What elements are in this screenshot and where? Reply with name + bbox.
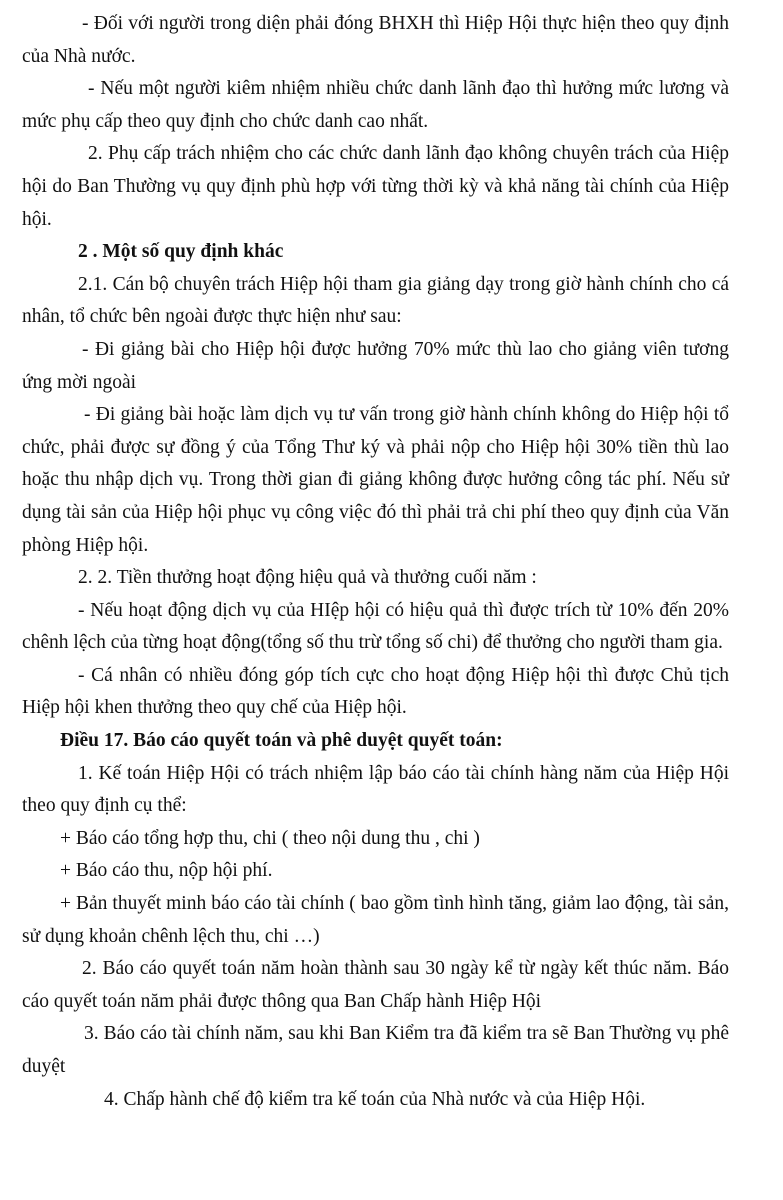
- paragraph: 2. Báo cáo quyết toán năm hoàn thành sau 30 ngày kể từ ngày kết thúc năm. Báo cáo quyết toán năm phải được thông qua Ban Chấp hành Hiệp Hội: [22, 958, 729, 1012]
- paragraph: - Nếu hoạt động dịch vụ của HIệp hội có hiệu quả thì được trích từ 10% đến 20% chênh lệch của từng hoạt động(tổng số thu trừ tổng số chi) để thưởng cho người tham gia.: [22, 599, 729, 654]
- list-item: + Bản thuyết minh báo cáo tài chính ( bao gồm tình hình tăng, giảm lao động, tài sản, sử dụng khoản chênh lệch thu, chi …): [22, 893, 729, 947]
- paragraph: - Đi giảng bài hoặc làm dịch vụ tư vấn trong giờ hành chính không do Hiệp hội tổ chức, phải được sự đồng ý của Tổng Thư ký và phải nộp cho Hiệp hội 30% tiền thù lao hoặc thu nhập dịch vụ. Trong thời gian đi giảng không được hưởng công tác phí. Nếu sử dụng tài sản của Hiệp hội phục vụ công việc đó thì phải trả chi phí theo quy định của Văn phòng Hiệp hội.: [22, 404, 729, 556]
- list-item: + Báo cáo tổng hợp thu, chi ( theo nội dung thu , chi ): [60, 827, 480, 849]
- paragraph: 2. 2. Tiền thưởng hoạt động hiệu quả và thưởng cuối năm :: [78, 567, 537, 589]
- paragraph: - Nếu một người kiêm nhiệm nhiều chức danh lãnh đạo thì hưởng mức lương và mức phụ cấp theo quy định cho chức danh cao nhất.: [22, 78, 729, 132]
- paragraph: 4. Chấp hành chế độ kiểm tra kế toán của Nhà nước và của Hiệp Hội.: [104, 1088, 646, 1110]
- paragraph: - Đi giảng bài cho Hiệp hội được hưởng 70% mức thù lao cho giảng viên tương ứng mời ngoài: [22, 338, 729, 393]
- section-heading: 2 . Một số quy định khác: [78, 241, 284, 263]
- paragraph: - Cá nhân có nhiều đóng góp tích cực cho hoạt động Hiệp hội thì được Chủ tịch Hiệp hội khen thưởng theo quy chế của Hiệp hội.: [22, 664, 729, 719]
- list-item: + Báo cáo thu, nộp hội phí.: [60, 860, 273, 882]
- paragraph: 1. Kế toán Hiệp Hội có trách nhiệm lập báo cáo tài chính hàng năm của Hiệp Hội theo quy định cụ thể:: [22, 762, 729, 817]
- paragraph: 2.1. Cán bộ chuyên trách Hiệp hội tham gia giảng dạy trong giờ hành chính cho cá nhân, tổ chức bên ngoài được thực hiện như sau:: [22, 273, 729, 328]
- article-heading: Điều 17. Báo cáo quyết toán và phê duyệt quyết toán:: [60, 730, 503, 752]
- paragraph: 3. Báo cáo tài chính năm, sau khi Ban Kiểm tra đã kiểm tra sẽ Ban Thường vụ phê duyệt: [22, 1023, 729, 1077]
- paragraph: 2. Phụ cấp trách nhiệm cho các chức danh lãnh đạo không chuyên trách của Hiệp hội do Ban Thường vụ quy định phù hợp với từng thời kỳ và khả năng tài chính của Hiệp hội.: [22, 143, 729, 230]
- paragraph: - Đối với người trong diện phải đóng BHXH thì Hiệp Hội thực hiện theo quy định của Nhà nước.: [22, 13, 729, 67]
